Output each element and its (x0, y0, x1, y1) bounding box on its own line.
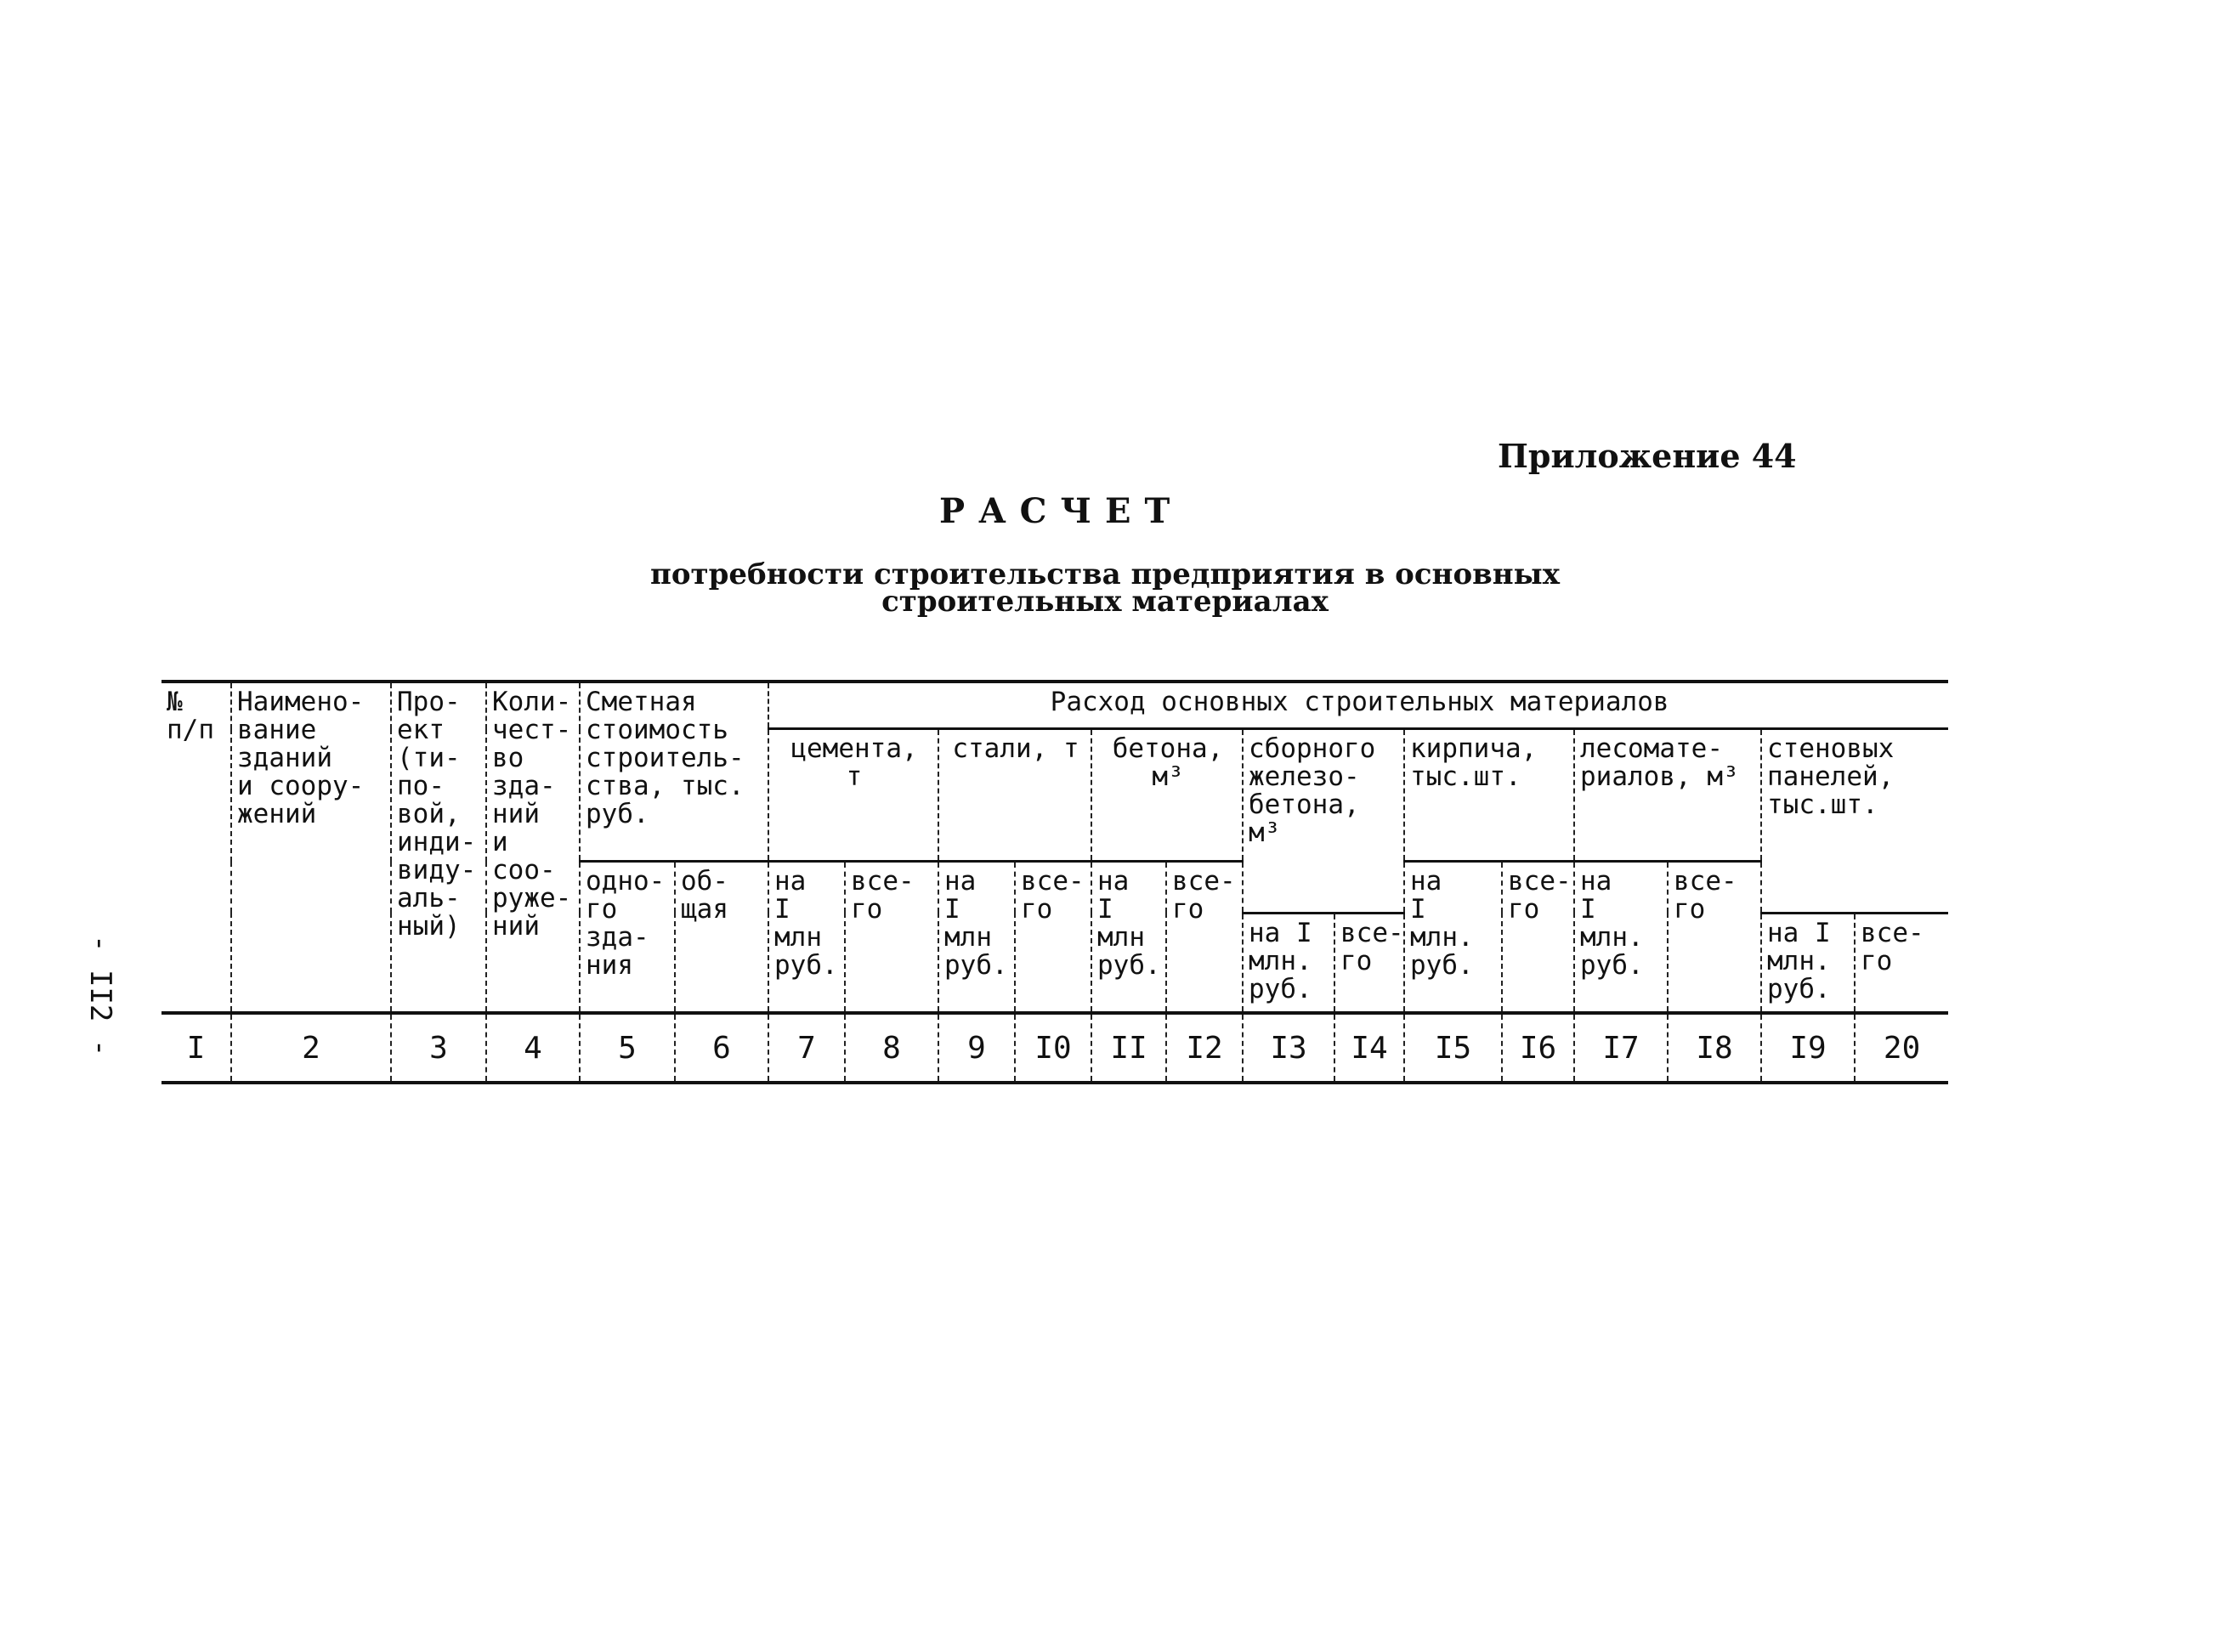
header-timber-total: все- го (1668, 862, 1761, 1014)
header-panels: стеновых панелей, тыс.шт. (1761, 729, 1948, 914)
header-precast: сборного железо- бетона, м³ (1243, 729, 1404, 914)
subtitle-line-2: строительных материалах (881, 585, 1329, 619)
column-number: 2 (231, 1013, 391, 1083)
header-cost-total: об- щая (675, 862, 768, 1014)
header-precast-per-mln: на I млн. руб. (1243, 913, 1334, 1013)
header-timber: лесомате- риалов, м³ (1574, 729, 1761, 862)
column-number: 4 (486, 1013, 580, 1083)
header-concrete: бетона, м³ (1091, 729, 1243, 862)
header-brick-per-mln: на I млн. руб. (1404, 862, 1502, 1014)
appendix-label: Приложение 44 (1498, 437, 1797, 475)
header-materials: Расход основных строительных материалов (768, 682, 1948, 729)
column-number: 20 (1855, 1013, 1948, 1083)
header-count: Коли- чест- во зда- ний и соо- руже- ний (486, 682, 580, 1013)
column-number-row (161, 1013, 1948, 1083)
column-number: 8 (845, 1013, 938, 1083)
page-number: - II2 - (83, 935, 117, 1057)
header-cost-one: одно- го зда- ния (580, 862, 675, 1014)
materials-table (161, 680, 1948, 1084)
header-cement-per-mln: на I млн руб. (768, 862, 845, 1014)
column-number: 5 (580, 1013, 675, 1083)
header-concrete-per-mln: на I млн руб. (1091, 862, 1166, 1014)
column-number: I2 (1166, 1013, 1243, 1083)
header-panels-per-mln: на I млн. руб. (1761, 913, 1855, 1013)
header-steel-per-mln: на I млн руб. (938, 862, 1015, 1014)
header-cement-total: все- го (845, 862, 938, 1014)
column-number: I8 (1668, 1013, 1761, 1083)
header-concrete-total: все- го (1166, 862, 1243, 1014)
header-panels-total: все- го (1855, 913, 1948, 1013)
column-number: I0 (1015, 1013, 1091, 1083)
header-timber-per-mln: на I млн. руб. (1574, 862, 1668, 1014)
header-steel: стали, т (938, 729, 1091, 862)
column-number: I7 (1574, 1013, 1668, 1083)
header-project: Про- ект (ти- по- вой, инди- виду- аль- ный) (391, 682, 486, 1013)
column-number: 6 (675, 1013, 768, 1083)
column-number: I (161, 1013, 231, 1083)
column-number: I6 (1502, 1013, 1574, 1083)
header-precast-total: все- го (1334, 913, 1404, 1013)
column-number: I5 (1404, 1013, 1502, 1083)
header-row-1 (161, 682, 1948, 729)
header-brick: кирпича, тыс.шт. (1404, 729, 1574, 862)
column-number: 3 (391, 1013, 486, 1083)
document-subtitle (595, 557, 1615, 619)
subtitle-line-1: потребности строительства предприятия в основных (649, 557, 1560, 591)
header-name: Наимено- вание зданий и соору- жений (231, 682, 391, 1013)
column-number: I3 (1243, 1013, 1334, 1083)
header-brick-total: все- го (1502, 862, 1574, 1014)
column-number: 9 (938, 1013, 1015, 1083)
document-title: РАСЧЕТ (939, 491, 1184, 531)
column-number: I9 (1761, 1013, 1855, 1083)
header-cost: Сметная стоимость строитель- ства, тыс. руб. (580, 682, 768, 862)
header-steel-total: все- го (1015, 862, 1091, 1014)
header-num: № п/п (161, 682, 231, 1013)
header-cement: цемента, т (768, 729, 938, 862)
column-number: I4 (1334, 1013, 1404, 1083)
column-number: II (1091, 1013, 1166, 1083)
column-number: 7 (768, 1013, 845, 1083)
